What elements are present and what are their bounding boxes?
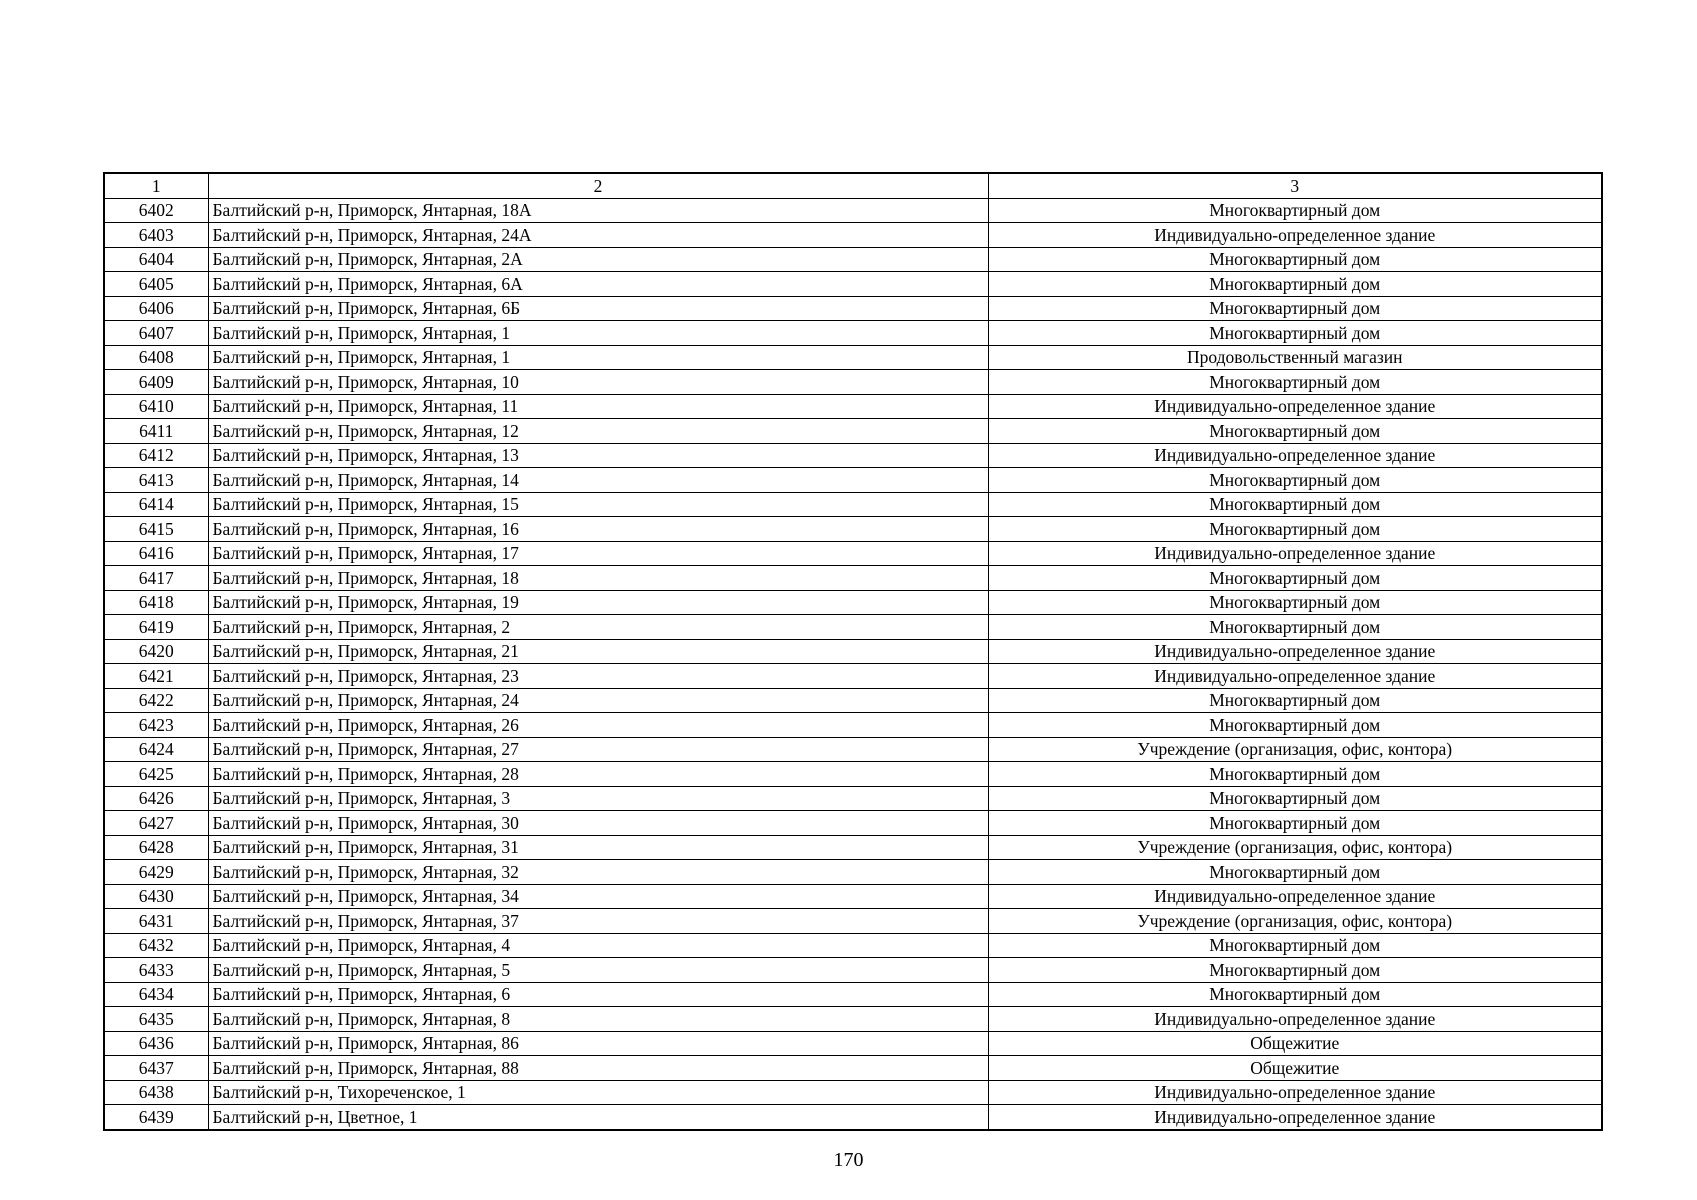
object-type-cell: Многоквартирный дом bbox=[988, 370, 1602, 395]
address-cell: Балтийский р-н, Приморск, Янтарная, 34 bbox=[208, 884, 988, 909]
column-header-1: 1 bbox=[104, 173, 208, 198]
object-type-cell: Общежитие bbox=[988, 1031, 1602, 1056]
table-row bbox=[104, 517, 1602, 542]
address-cell: Балтийский р-н, Приморск, Янтарная, 23 bbox=[208, 664, 988, 689]
table-row bbox=[104, 321, 1602, 346]
row-number-cell: 6408 bbox=[104, 345, 208, 370]
object-type-cell: Многоквартирный дом bbox=[988, 958, 1602, 983]
object-type-cell: Многоквартирный дом bbox=[988, 982, 1602, 1007]
table-row bbox=[104, 713, 1602, 738]
object-type-cell: Индивидуально-определенное здание bbox=[988, 541, 1602, 566]
table-row bbox=[104, 615, 1602, 640]
table-row bbox=[104, 1031, 1602, 1056]
address-cell: Балтийский р-н, Приморск, Янтарная, 14 bbox=[208, 468, 988, 493]
column-header-3: 3 bbox=[988, 173, 1602, 198]
row-number-cell: 6421 bbox=[104, 664, 208, 689]
row-number-cell: 6435 bbox=[104, 1007, 208, 1032]
table-row bbox=[104, 443, 1602, 468]
row-number-cell: 6416 bbox=[104, 541, 208, 566]
row-number-cell: 6417 bbox=[104, 566, 208, 591]
row-number-cell: 6405 bbox=[104, 272, 208, 297]
address-cell: Балтийский р-н, Приморск, Янтарная, 37 bbox=[208, 909, 988, 934]
object-type-cell: Многоквартирный дом bbox=[988, 615, 1602, 640]
address-cell: Балтийский р-н, Приморск, Янтарная, 12 bbox=[208, 419, 988, 444]
address-cell: Балтийский р-н, Приморск, Янтарная, 88 bbox=[208, 1056, 988, 1081]
address-cell: Балтийский р-н, Приморск, Янтарная, 6А bbox=[208, 272, 988, 297]
table-row bbox=[104, 223, 1602, 248]
row-number-cell: 6426 bbox=[104, 786, 208, 811]
table-row bbox=[104, 982, 1602, 1007]
row-number-cell: 6437 bbox=[104, 1056, 208, 1081]
table-row bbox=[104, 566, 1602, 591]
address-cell: Балтийский р-н, Приморск, Янтарная, 17 bbox=[208, 541, 988, 566]
address-cell: Балтийский р-н, Приморск, Янтарная, 18А bbox=[208, 198, 988, 223]
object-type-cell: Многоквартирный дом bbox=[988, 688, 1602, 713]
table-body bbox=[104, 198, 1602, 1130]
row-number-cell: 6436 bbox=[104, 1031, 208, 1056]
row-number-cell: 6418 bbox=[104, 590, 208, 615]
table-row bbox=[104, 198, 1602, 223]
table-row bbox=[104, 835, 1602, 860]
row-number-cell: 6430 bbox=[104, 884, 208, 909]
column-header-2: 2 bbox=[208, 173, 988, 198]
row-number-cell: 6411 bbox=[104, 419, 208, 444]
address-cell: Балтийский р-н, Приморск, Янтарная, 6Б bbox=[208, 296, 988, 321]
table-row bbox=[104, 933, 1602, 958]
row-number-cell: 6424 bbox=[104, 737, 208, 762]
registry-table bbox=[103, 172, 1603, 1131]
object-type-cell: Многоквартирный дом bbox=[988, 590, 1602, 615]
address-cell: Балтийский р-н, Цветное, 1 bbox=[208, 1105, 988, 1130]
object-type-cell: Общежитие bbox=[988, 1056, 1602, 1081]
object-type-cell: Многоквартирный дом bbox=[988, 786, 1602, 811]
table-row bbox=[104, 370, 1602, 395]
row-number-cell: 6407 bbox=[104, 321, 208, 346]
address-cell: Балтийский р-н, Приморск, Янтарная, 28 bbox=[208, 762, 988, 787]
row-number-cell: 6412 bbox=[104, 443, 208, 468]
object-type-cell: Индивидуально-определенное здание bbox=[988, 223, 1602, 248]
address-cell: Балтийский р-н, Приморск, Янтарная, 31 bbox=[208, 835, 988, 860]
row-number-cell: 6413 bbox=[104, 468, 208, 493]
table-row bbox=[104, 958, 1602, 983]
object-type-cell: Многоквартирный дом bbox=[988, 272, 1602, 297]
object-type-cell: Индивидуально-определенное здание bbox=[988, 884, 1602, 909]
object-type-cell: Индивидуально-определенное здание bbox=[988, 1105, 1602, 1130]
row-number-cell: 6422 bbox=[104, 688, 208, 713]
object-type-cell: Многоквартирный дом bbox=[988, 321, 1602, 346]
object-type-cell: Многоквартирный дом bbox=[988, 247, 1602, 272]
object-type-cell: Многоквартирный дом bbox=[988, 296, 1602, 321]
address-cell: Балтийский р-н, Приморск, Янтарная, 15 bbox=[208, 492, 988, 517]
object-type-cell: Многоквартирный дом bbox=[988, 419, 1602, 444]
table-row bbox=[104, 860, 1602, 885]
address-cell: Балтийский р-н, Приморск, Янтарная, 10 bbox=[208, 370, 988, 395]
object-type-cell: Учреждение (организация, офис, контора) bbox=[988, 909, 1602, 934]
table-row bbox=[104, 1105, 1602, 1130]
object-type-cell: Многоквартирный дом bbox=[988, 517, 1602, 542]
address-cell: Балтийский р-н, Приморск, Янтарная, 21 bbox=[208, 639, 988, 664]
row-number-cell: 6427 bbox=[104, 811, 208, 836]
table-header-row bbox=[104, 173, 1602, 198]
row-number-cell: 6438 bbox=[104, 1080, 208, 1105]
object-type-cell: Продовольственный магазин bbox=[988, 345, 1602, 370]
table-row bbox=[104, 762, 1602, 787]
row-number-cell: 6433 bbox=[104, 958, 208, 983]
object-type-cell: Индивидуально-определенное здание bbox=[988, 443, 1602, 468]
table-row bbox=[104, 909, 1602, 934]
table-row bbox=[104, 884, 1602, 909]
row-number-cell: 6403 bbox=[104, 223, 208, 248]
address-cell: Балтийский р-н, Приморск, Янтарная, 86 bbox=[208, 1031, 988, 1056]
object-type-cell: Многоквартирный дом bbox=[988, 492, 1602, 517]
object-type-cell: Учреждение (организация, офис, контора) bbox=[988, 737, 1602, 762]
object-type-cell: Многоквартирный дом bbox=[988, 860, 1602, 885]
table-row bbox=[104, 786, 1602, 811]
table-row bbox=[104, 419, 1602, 444]
table-row bbox=[104, 492, 1602, 517]
address-cell: Балтийский р-н, Приморск, Янтарная, 3 bbox=[208, 786, 988, 811]
row-number-cell: 6410 bbox=[104, 394, 208, 419]
table-row bbox=[104, 1056, 1602, 1081]
object-type-cell: Многоквартирный дом bbox=[988, 198, 1602, 223]
table-row bbox=[104, 590, 1602, 615]
row-number-cell: 6415 bbox=[104, 517, 208, 542]
object-type-cell: Многоквартирный дом bbox=[988, 468, 1602, 493]
table-row bbox=[104, 664, 1602, 689]
table-row bbox=[104, 688, 1602, 713]
address-cell: Балтийский р-н, Приморск, Янтарная, 24А bbox=[208, 223, 988, 248]
object-type-cell: Многоквартирный дом bbox=[988, 762, 1602, 787]
object-type-cell: Многоквартирный дом bbox=[988, 933, 1602, 958]
table-row bbox=[104, 296, 1602, 321]
address-cell: Балтийский р-н, Приморск, Янтарная, 26 bbox=[208, 713, 988, 738]
row-number-cell: 6414 bbox=[104, 492, 208, 517]
row-number-cell: 6404 bbox=[104, 247, 208, 272]
row-number-cell: 6432 bbox=[104, 933, 208, 958]
table-row bbox=[104, 1080, 1602, 1105]
table-row bbox=[104, 639, 1602, 664]
table-row bbox=[104, 811, 1602, 836]
address-cell: Балтийский р-н, Приморск, Янтарная, 1 bbox=[208, 321, 988, 346]
row-number-cell: 6423 bbox=[104, 713, 208, 738]
address-cell: Балтийский р-н, Приморск, Янтарная, 2 bbox=[208, 615, 988, 640]
address-cell: Балтийский р-н, Приморск, Янтарная, 19 bbox=[208, 590, 988, 615]
address-cell: Балтийский р-н, Приморск, Янтарная, 6 bbox=[208, 982, 988, 1007]
address-cell: Балтийский р-н, Приморск, Янтарная, 4 bbox=[208, 933, 988, 958]
row-number-cell: 6425 bbox=[104, 762, 208, 787]
table-row bbox=[104, 394, 1602, 419]
table-row bbox=[104, 737, 1602, 762]
object-type-cell: Индивидуально-определенное здание bbox=[988, 639, 1602, 664]
row-number-cell: 6431 bbox=[104, 909, 208, 934]
row-number-cell: 6429 bbox=[104, 860, 208, 885]
table-row bbox=[104, 541, 1602, 566]
object-type-cell: Многоквартирный дом bbox=[988, 566, 1602, 591]
page-number: 170 bbox=[833, 1149, 864, 1171]
row-number-cell: 6439 bbox=[104, 1105, 208, 1130]
address-cell: Балтийский р-н, Приморск, Янтарная, 24 bbox=[208, 688, 988, 713]
row-number-cell: 6428 bbox=[104, 835, 208, 860]
address-cell: Балтийский р-н, Тихореченское, 1 bbox=[208, 1080, 988, 1105]
object-type-cell: Многоквартирный дом bbox=[988, 713, 1602, 738]
row-number-cell: 6419 bbox=[104, 615, 208, 640]
address-cell: Балтийский р-н, Приморск, Янтарная, 11 bbox=[208, 394, 988, 419]
address-cell: Балтийский р-н, Приморск, Янтарная, 13 bbox=[208, 443, 988, 468]
object-type-cell: Индивидуально-определенное здание bbox=[988, 1080, 1602, 1105]
address-cell: Балтийский р-н, Приморск, Янтарная, 18 bbox=[208, 566, 988, 591]
table-row bbox=[104, 247, 1602, 272]
address-cell: Балтийский р-н, Приморск, Янтарная, 32 bbox=[208, 860, 988, 885]
object-type-cell: Индивидуально-определенное здание bbox=[988, 664, 1602, 689]
address-cell: Балтийский р-н, Приморск, Янтарная, 2А bbox=[208, 247, 988, 272]
address-cell: Балтийский р-н, Приморск, Янтарная, 5 bbox=[208, 958, 988, 983]
row-number-cell: 6434 bbox=[104, 982, 208, 1007]
address-cell: Балтийский р-н, Приморск, Янтарная, 27 bbox=[208, 737, 988, 762]
table-row bbox=[104, 468, 1602, 493]
row-number-cell: 6409 bbox=[104, 370, 208, 395]
object-type-cell: Индивидуально-определенное здание bbox=[988, 1007, 1602, 1032]
address-cell: Балтийский р-н, Приморск, Янтарная, 30 bbox=[208, 811, 988, 836]
address-cell: Балтийский р-н, Приморск, Янтарная, 8 bbox=[208, 1007, 988, 1032]
table-row bbox=[104, 1007, 1602, 1032]
object-type-cell: Многоквартирный дом bbox=[988, 811, 1602, 836]
object-type-cell: Учреждение (организация, офис, контора) bbox=[988, 835, 1602, 860]
row-number-cell: 6406 bbox=[104, 296, 208, 321]
table-row bbox=[104, 272, 1602, 297]
object-type-cell: Индивидуально-определенное здание bbox=[988, 394, 1602, 419]
row-number-cell: 6402 bbox=[104, 198, 208, 223]
table-row bbox=[104, 345, 1602, 370]
address-cell: Балтийский р-н, Приморск, Янтарная, 1 bbox=[208, 345, 988, 370]
row-number-cell: 6420 bbox=[104, 639, 208, 664]
address-cell: Балтийский р-н, Приморск, Янтарная, 16 bbox=[208, 517, 988, 542]
